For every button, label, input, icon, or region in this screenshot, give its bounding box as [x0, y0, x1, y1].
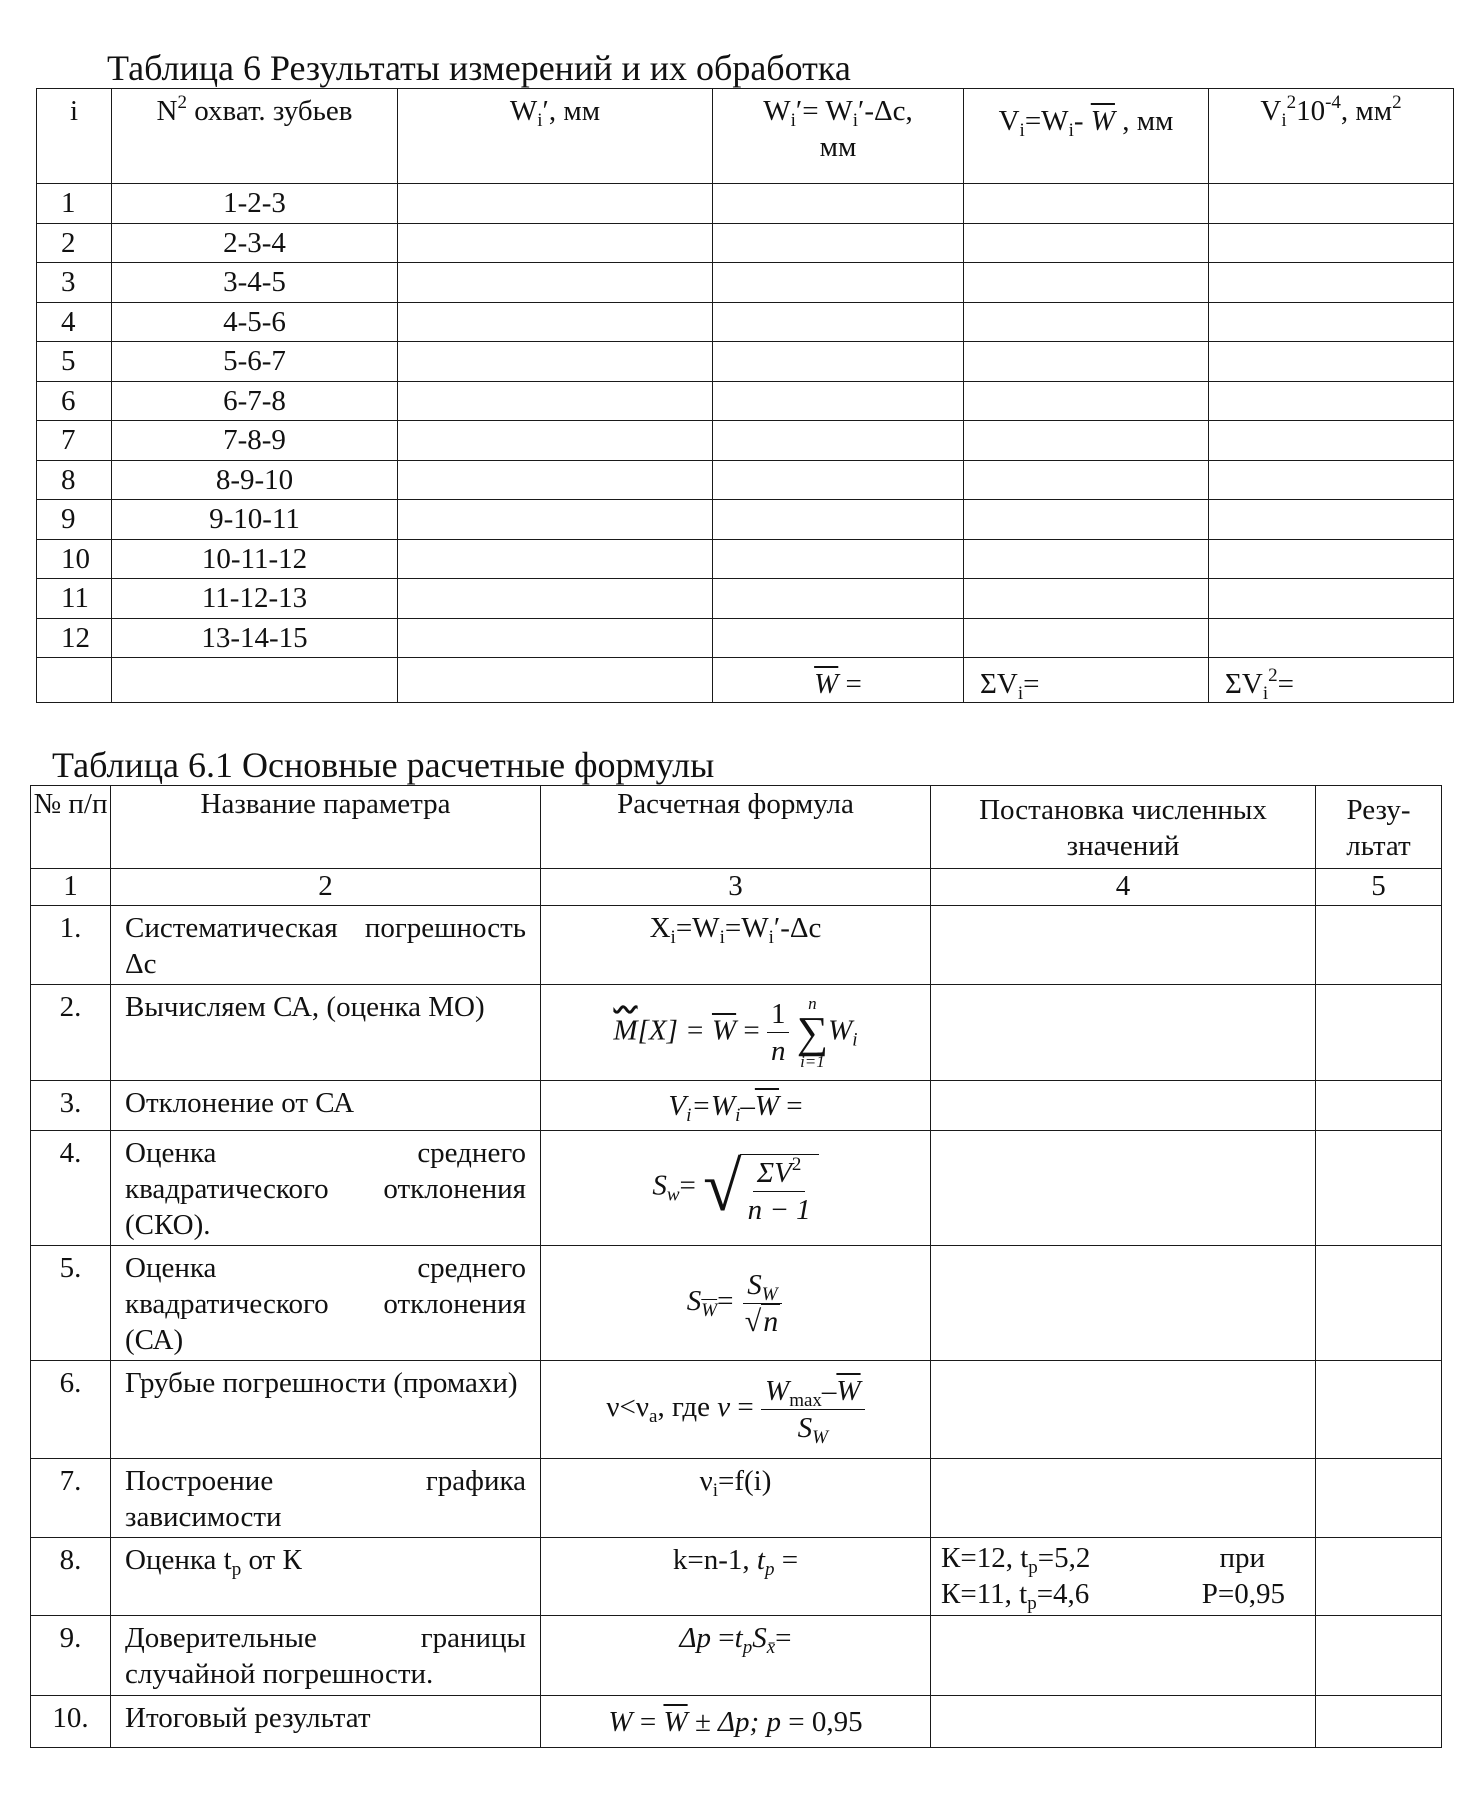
table-row: 3. Отклонение от СА $V_i=W_i-\overline{W}$ =: [31, 1081, 1442, 1131]
table-row: 1 1-2-3: [37, 184, 1454, 224]
table-row: 9. Доверительные границы случайной погрешности. $\Delta p =t_pS_{x̄}=$: [31, 1616, 1442, 1696]
header-param-name: Название параметра: [111, 786, 541, 869]
formulas-table: [30, 785, 1442, 1748]
table-row: 9 9-10-11: [37, 500, 1454, 540]
formula-mean: $M[X] = \overline{W}$ = $\frac{1}{n}$ n ∑ i=1 $W_i$: [541, 985, 931, 1081]
formula-deviation: $V_i=W_i-\overline{W}$ =: [541, 1081, 931, 1131]
table-row: 11 11-12-13: [37, 579, 1454, 619]
formula-graph: $\nu_i=f(i)$: [541, 1459, 931, 1538]
table-row: 4. Оценка среднего квадратического отклонения (СКО). $S_w=$ √ $\frac{\Sigma V^2}{n - 1}$: [31, 1131, 1442, 1246]
header-teeth: $N^2$ охват. зубьев: [112, 89, 398, 184]
header-number: № п/п: [31, 786, 111, 869]
table-row: 1. Систематическая погрешность Δc $X_i=W_i=W_i'-\Delta c$: [31, 906, 1442, 985]
table-row: 4 4-5-6: [37, 302, 1454, 342]
header-w-corrected: $W_i'= W_i'-\Delta c$, мм: [713, 89, 964, 184]
column-numbers-row: 1 2 3 4 5: [31, 869, 1442, 906]
table-row: 8. Оценка $t_p$ от К k=n-1, $t_p$ = К=12, $t_p=5,2$ при К=11, $t_p=4,6$ P=0,95: [31, 1538, 1442, 1616]
table-header-row: [31, 786, 1442, 869]
table-row: 5 5-6-7: [37, 342, 1454, 382]
table-row: 8 8-9-10: [37, 460, 1454, 500]
header-formula: Расчетная формула: [541, 786, 931, 869]
table-row: 10. Итоговый результат $W = \overline{W} \pm \Delta p$; p = 0,95: [31, 1696, 1442, 1748]
table-row: 12 13-14-15: [37, 618, 1454, 658]
formula-confidence: $\Delta p =t_pS_{x̄}=$: [541, 1616, 931, 1696]
header-result: Резу-льтат: [1316, 786, 1442, 869]
table-row: 10 10-11-12: [37, 539, 1454, 579]
formula-systematic: $X_i=W_i=W_i'-\Delta c$: [541, 906, 931, 985]
header-deviation-squared: $V_i^210^{-4}$, $мм^2$: [1209, 89, 1454, 184]
sum-v2-cell: $\Sigma V_i^2=$: [1209, 658, 1454, 703]
header-substitution: Постановка численных значений: [931, 786, 1316, 869]
mean-w-cell: $\overline{W}$ =: [713, 658, 964, 703]
table-row: 7. Построение графика зависимости $\nu_i=f(i)$: [31, 1459, 1442, 1538]
formula-student: k=n-1, $t_p$ =: [541, 1538, 931, 1616]
header-deviation: $V_i=W_i-$ $\overline{W}$ , мм: [964, 89, 1209, 184]
table-row: 7 7-8-9: [37, 421, 1454, 461]
table-row: 2 2-3-4: [37, 223, 1454, 263]
table-row: 6. Грубые погрешности (промахи) $\nu<\nu_a$, где ν = $\frac{W_{max}-\overline{W}}{S_W}$: [31, 1361, 1442, 1459]
table61-caption: Таблица 6.1 Основные расчетные формулы: [52, 745, 715, 785]
formula-final: $W = \overline{W} \pm \Delta p$; p = 0,95: [541, 1696, 931, 1748]
table-row: 2. Вычисляем СА, (оценка МО) $M[X] = \overline{W}$ = $\frac{1}{n}$ n ∑ i=1 $W_i$: [31, 985, 1442, 1081]
table-row: 5. Оценка среднего квадратического отклонения (СА) $S_{\overline{W}}=$ $\frac{S_W}{√n}$: [31, 1246, 1442, 1361]
totals-row: [37, 658, 1454, 703]
measurement-results-table: [36, 88, 1454, 703]
table-row: 6 6-7-8: [37, 381, 1454, 421]
sum-v-cell: $\Sigma V_i=$: [964, 658, 1209, 703]
formula-outliers: $\nu<\nu_a$, где ν = $\frac{W_{max}-\overline{W}}{S_W}$: [541, 1361, 931, 1459]
header-index: i: [37, 89, 112, 184]
table-row: 3 3-4-5: [37, 263, 1454, 303]
table6-caption: Таблица 6 Результаты измерений и их обработка: [107, 48, 851, 88]
table-header-row: [37, 89, 1454, 184]
header-w-prime: $W_i'$, мм: [398, 89, 713, 184]
student-values-cell: К=12, $t_p=5,2$ при К=11, $t_p=4,6$ P=0,95: [931, 1538, 1316, 1616]
formula-std-dev: $S_w=$ √ $\frac{\Sigma V^2}{n - 1}$: [541, 1131, 931, 1246]
formula-std-dev-mean: $S_{\overline{W}}=$ $\frac{S_W}{√n}$: [541, 1246, 931, 1361]
